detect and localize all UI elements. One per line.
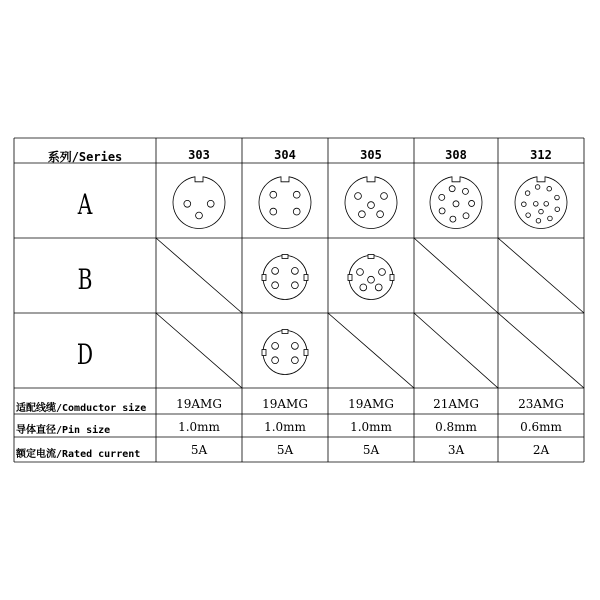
series-col-308: 308 [445,148,467,162]
connector-a-312-pin [535,185,540,190]
connector-d-304-pin [272,343,279,350]
empty-cell-diagonal [156,238,242,313]
connector-a-308-pin [453,201,459,207]
series-col-303: 303 [188,148,210,162]
connector-b-304-outline [263,256,307,300]
connector-a-304-pin [293,208,300,215]
empty-cell-diagonal [414,238,498,313]
row-label-d: D [76,338,94,371]
connector-a-312-pin [544,202,549,207]
connector-b-305-pin [357,269,364,276]
connector-b-305-pin [375,284,382,291]
connector-a-305-pin [368,202,375,209]
pin-size-304: 1.0mm [264,420,306,434]
connector-b-305-pin [368,276,375,283]
pin-size-308: 0.8mm [435,420,477,434]
connector-b-305-pin [379,269,386,276]
connector-d-304-key [282,330,288,334]
series-col-305: 305 [360,148,382,162]
empty-cell-diagonal [328,313,414,388]
current-303: 5A [190,443,208,457]
spec-label-pin-size: 导体直径/Pin size [16,425,111,436]
connector-a-312-pin [525,191,530,196]
connector-a-308-pin [439,208,445,214]
connector-a-305-pin [355,193,362,200]
conductor-305: 19AMG [348,397,394,411]
connector-d-304-pin [292,343,299,350]
row-label-a: A [77,188,93,221]
connector-a-308-pin [450,216,456,222]
pin-size-303: 1.0mm [178,420,220,434]
connector-a-303-outline [173,177,225,229]
spec-label-conductor: 适配线缆/Comductor size [16,403,147,414]
connector-d-304-pin [272,357,279,364]
connector-a-305-pin [377,211,384,218]
connector-a-303-pin [184,200,191,207]
connector-a-303-pin [196,212,203,219]
connector-a-312-pin [539,209,544,214]
series-col-312: 312 [530,148,552,162]
empty-cell-diagonal [156,313,242,388]
empty-cell-diagonal [414,313,498,388]
connector-d-304-key [304,350,308,356]
spec-label-rated-current: 额定电流/Rated current [16,449,141,460]
connector-a-304-outline [259,177,311,229]
connector-b-304-key [304,275,308,281]
empty-cell-diagonal [498,238,584,313]
connector-a-312-pin [547,186,552,191]
conductor-303: 19AMG [176,397,222,411]
connector-b-304-key [282,255,288,259]
connector-b-304-pin [292,282,299,289]
connector-b-305-key [348,275,352,281]
current-308: 3A [447,443,465,457]
conductor-304: 19AMG [262,397,308,411]
pin-size-312: 0.6mm [520,420,562,434]
connector-b-304-pin [292,268,299,275]
connector-a-304-pin [270,191,277,198]
connector-a-308-pin [462,188,468,194]
connector-d-304-pin [292,357,299,364]
connector-b-304-key [262,275,266,281]
connector-a-304-pin [270,208,277,215]
connector-a-312-pin [534,202,539,207]
current-312: 2A [532,443,550,457]
connector-a-308-pin [439,194,445,200]
connector-a-308-pin [449,186,455,192]
connector-d-304-outline [263,331,307,375]
conductor-312: 23AMG [518,397,564,411]
connector-b-305-outline [349,256,393,300]
connector-b-304-pin [272,268,279,275]
series-header-label: 系列/Series [47,150,123,164]
connector-a-312-pin [555,195,560,200]
connector-a-303-pin [207,200,214,207]
connector-a-312-pin [555,207,560,212]
connector-a-312-pin [526,213,531,218]
pin-size-305: 1.0mm [350,420,392,434]
connector-a-312-pin [536,218,541,223]
connector-a-312-pin [522,202,527,207]
connector-a-312-pin [548,216,553,221]
connector-a-305-pin [381,193,388,200]
connector-b-305-key [390,275,394,281]
connector-a-308-pin [463,213,469,219]
current-305: 5A [362,443,380,457]
connector-a-305-outline [345,177,397,229]
connector-a-305-pin [359,211,366,218]
connector-b-305-pin [360,284,367,291]
conductor-308: 21AMG [433,397,479,411]
empty-cell-diagonal [498,313,584,388]
row-label-b: B [77,263,93,296]
connector-a-308-pin [469,200,475,206]
series-col-304: 304 [274,148,296,162]
connector-b-305-key [368,255,374,259]
connector-b-304-pin [272,282,279,289]
current-304: 5A [276,443,294,457]
connector-a-304-pin [293,191,300,198]
connector-d-304-key [262,350,266,356]
